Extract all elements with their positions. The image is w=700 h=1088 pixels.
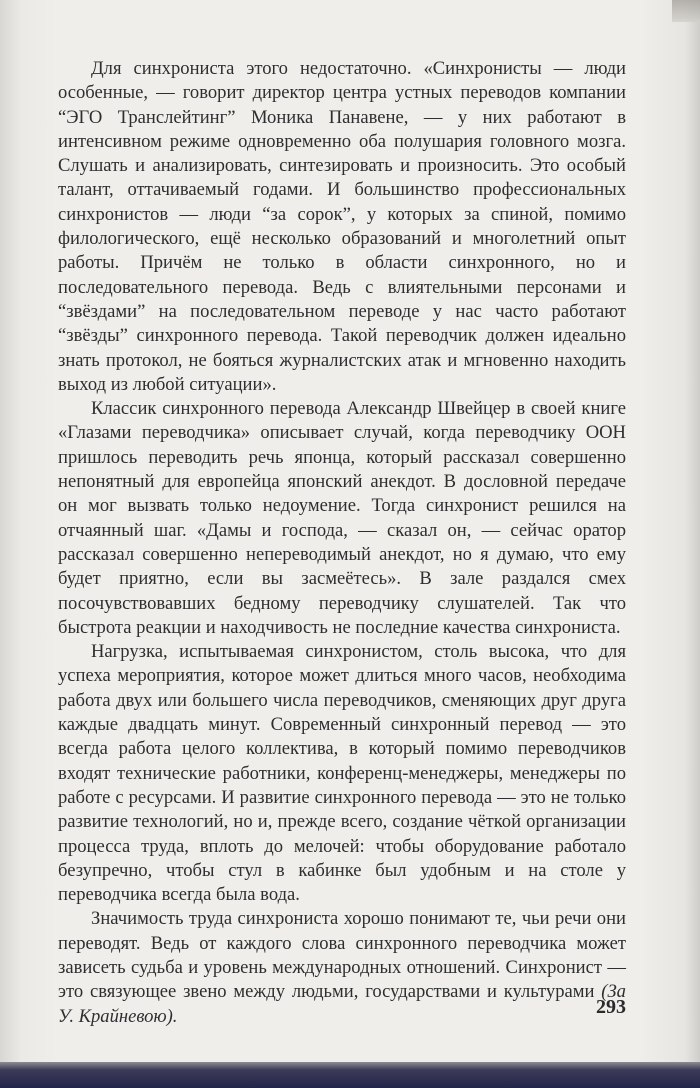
paragraph-4 bbox=[58, 907, 626, 1028]
paragraph-1: Для синхрониста этого недостаточно. «Синхронисты — люди особенные, — говорит директор центра устных переводов компании “ЭГО Транслейтинг” Моника Панавене, — у них работают в интенсивном режиме одновременно оба полушария головного мозга. Слушать и анализировать, синтезировать и произносить. Это особый талант, оттачиваемый годами. И большинство профессиональных синхронистов — люди “за сорок”, у которых за спиной, помимо филологического, ещё несколько образований и многолетний опыт работы. Причём не только в области синхронного, но и последовательного перевода. Ведь с влиятельными персонами и “звёздами” на последовательном переводе у нас часто работают “звёзды” синхронного перевода. Такой переводчик должен идеально знать протокол, не бояться журналистских атак и мгновенно находить выход из любой ситуации». bbox=[58, 58, 626, 395]
paragraph-4-text: Значимость труда синхрониста хорошо понимают те, чьи речи они переводят. Ведь от каждого слова синхронного переводчика может зависеть судьба и уровень международных отношений. Синхронист — это связующее звено между людьми, государствами и культурами bbox=[58, 908, 626, 1003]
paragraph-3: Нагрузка, испытываемая синхронистом, столь высока, что для успеха мероприятия, которое может длиться много часов, необходима работа двух или большего числа переводчиков, сменяющих друг друга каждые двадцать минут. Современный синхронный перевод — это всегда работа целого коллектива, в который помимо переводчиков входят технические работники, конференц-менеджеры, менеджеры по работе с ресурсами. И развитие синхронного перевода — это не только развитие технологий, но и, прежде всего, создание чёткой организации процесса труда, вплоть до мелочей: чтобы оборудование работало безупречно, чтобы стул в кабинке был удобным и на столе у переводчика всегда была вода. bbox=[58, 641, 626, 906]
paragraph-2: Классик синхронного перевода Александр Швейцер в своей книге «Глазами переводчика» описывает случай, когда переводчику ООН пришлось переводить речь японца, который рассказал совершенно непонятный для европейца японский анекдот. В дословной передаче он мог вызвать только недоумение. Тогда синхронист решился на отчаянный шаг. «Дамы и господа, — сказал он, — сейчас оратор рассказал совершенно непереводимый анекдот, но я думаю, что ему будет приятно, если вы засмеётесь». В зале раздался смех посочувствовавших бедному переводчику слушателей. Так что быстрота реакции и находчивость не последние качества синхрониста. bbox=[58, 398, 626, 638]
page-number: 293 bbox=[596, 996, 626, 1018]
body-text bbox=[58, 57, 626, 1029]
book-cover-edge bbox=[0, 1062, 700, 1088]
page-corner-shadow bbox=[672, 0, 700, 22]
source-citation: (За У. Крайневою). bbox=[58, 981, 626, 1027]
